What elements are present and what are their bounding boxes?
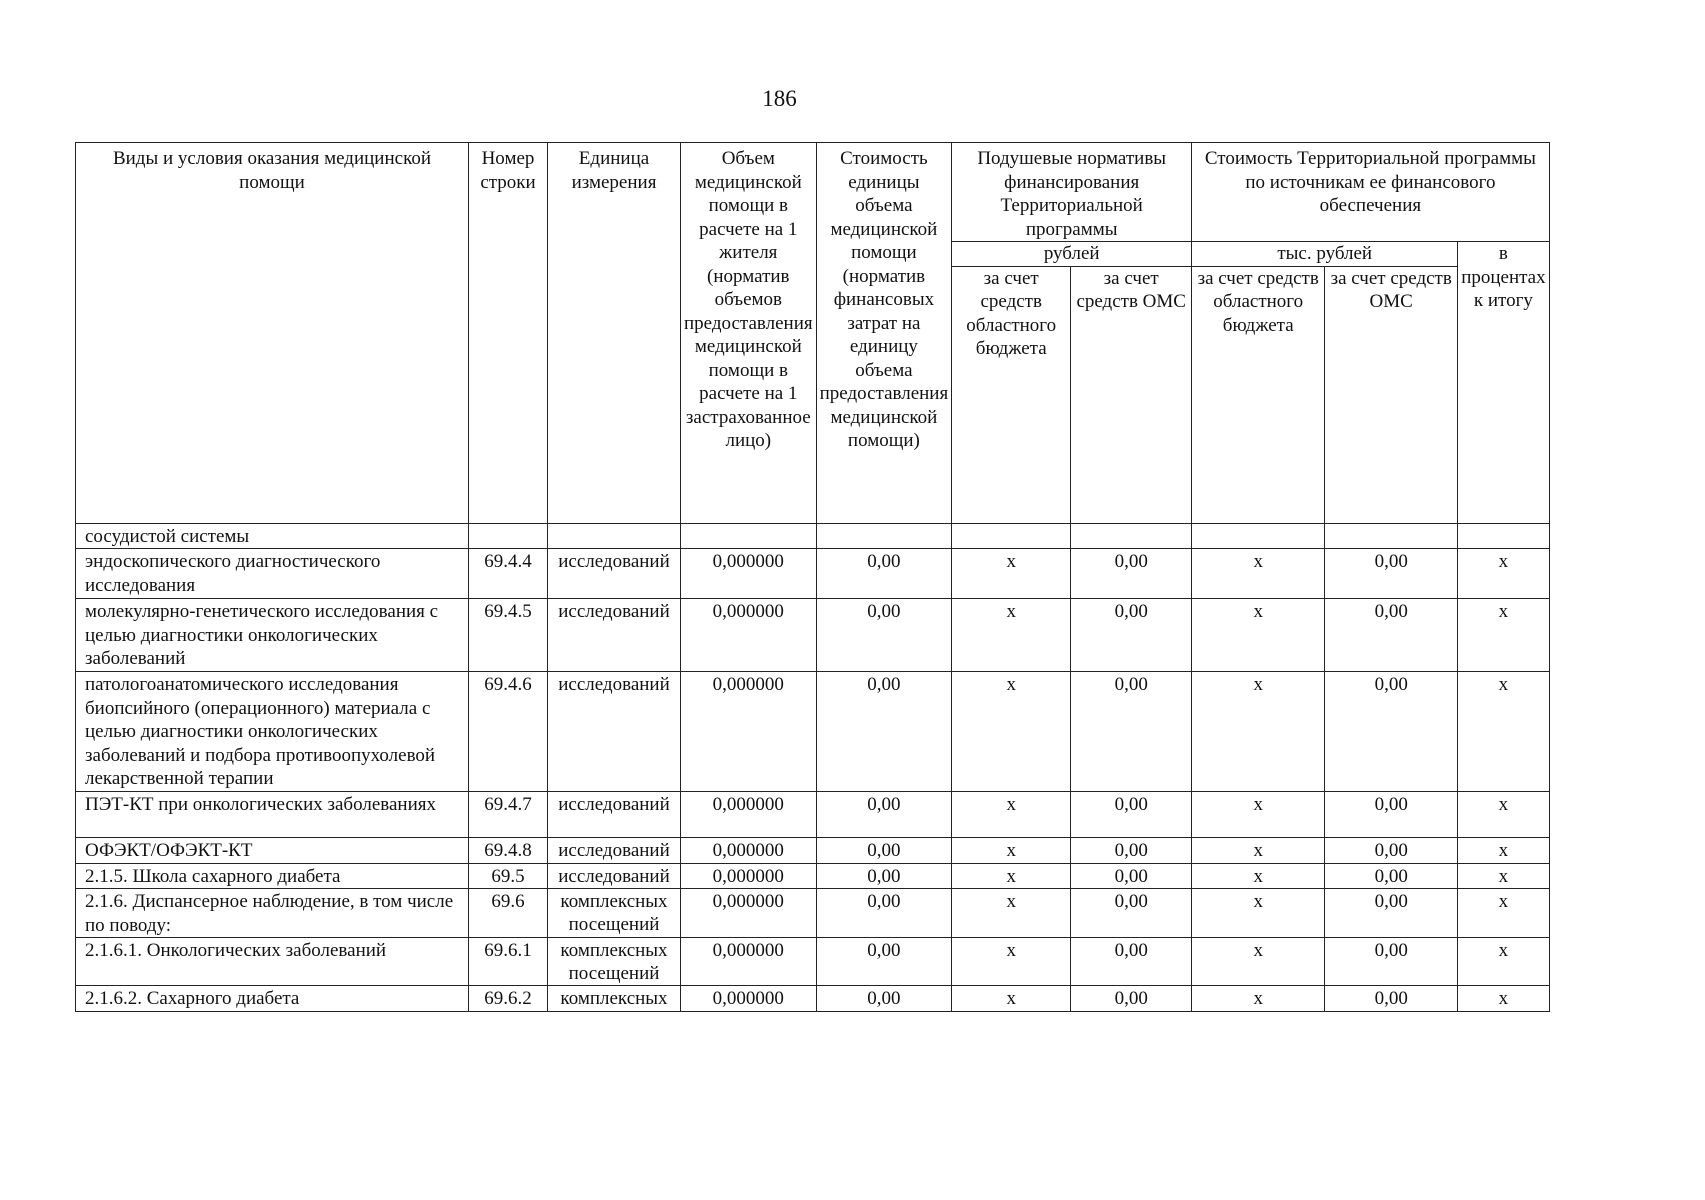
row-number xyxy=(469,523,548,549)
row-cost: 0,00 xyxy=(816,938,952,986)
header-volume: Объем медицинской помощи в расчете на 1 жителя (норматив объемов предоставления медицинской помощи в расчете на 1 застрахованное лицо) xyxy=(681,143,817,524)
table-row xyxy=(76,549,1550,599)
row-cost: 0,00 xyxy=(816,889,952,938)
row-percent: х xyxy=(1458,672,1549,792)
row-number: 69.4.6 xyxy=(469,672,548,792)
row-pc-oms: 0,00 xyxy=(1071,599,1192,672)
row-cost: 0,00 xyxy=(816,672,952,792)
row-unit: исследований xyxy=(548,838,681,864)
header-per-capita-group: Подушевые нормативы финансирования Территориальной программы xyxy=(952,143,1192,242)
financing-table xyxy=(75,142,1550,1012)
row-pc-budget: х xyxy=(952,599,1071,672)
row-volume: 0,000000 xyxy=(681,838,817,864)
row-unit: исследований xyxy=(548,672,681,792)
row-cost: 0,00 xyxy=(816,599,952,672)
row-name: молекулярно-генетического исследования с целью диагностики онкологических заболеваний xyxy=(76,599,469,672)
row-pc-budget: х xyxy=(952,838,1071,864)
row-volume: 0,000000 xyxy=(681,672,817,792)
row-tp-oms: 0,00 xyxy=(1325,986,1458,1012)
row-percent: х xyxy=(1458,599,1549,672)
row-volume: 0,000000 xyxy=(681,549,817,599)
row-unit: комплексных посещений xyxy=(548,938,681,986)
row-tp-budget: х xyxy=(1192,838,1325,864)
row-name: ПЭТ-КТ при онкологических заболеваниях xyxy=(76,792,469,838)
table-row xyxy=(76,792,1550,838)
row-percent xyxy=(1458,523,1549,549)
row-unit: комплексных посещений xyxy=(548,889,681,938)
row-pc-budget: х xyxy=(952,938,1071,986)
row-tp-oms: 0,00 xyxy=(1325,549,1458,599)
row-percent: х xyxy=(1458,863,1549,889)
row-name: патологоанатомического исследования биопсийного (операционного) материала с целью диагностики онкологических заболеваний и подбора противоопухолевой лекарственной терапии xyxy=(76,672,469,792)
table-row xyxy=(76,938,1550,986)
header-pc-regional-budget: за счет средств областного бюджета xyxy=(952,266,1071,523)
row-unit: исследований xyxy=(548,863,681,889)
page-number: 186 xyxy=(762,86,797,111)
row-number: 69.4.7 xyxy=(469,792,548,838)
row-name: 2.1.5. Школа сахарного диабета xyxy=(76,863,469,889)
row-volume: 0,000000 xyxy=(681,889,817,938)
row-tp-budget: х xyxy=(1192,986,1325,1012)
row-name: ОФЭКТ/ОФЭКТ-КТ xyxy=(76,838,469,864)
row-number: 69.4.5 xyxy=(469,599,548,672)
row-percent: х xyxy=(1458,838,1549,864)
row-tp-oms: 0,00 xyxy=(1325,889,1458,938)
row-percent: х xyxy=(1458,792,1549,838)
header-row-number: Номер строки xyxy=(469,143,548,524)
header-tp-regional-budget: за счет средств областного бюджета xyxy=(1192,266,1325,523)
row-pc-oms: 0,00 xyxy=(1071,549,1192,599)
header-tp-oms: за счет средств ОМС xyxy=(1325,266,1458,523)
table-row xyxy=(76,599,1550,672)
row-pc-oms: 0,00 xyxy=(1071,889,1192,938)
row-tp-budget: х xyxy=(1192,792,1325,838)
row-pc-budget: х xyxy=(952,863,1071,889)
row-number: 69.6 xyxy=(469,889,548,938)
row-cost: 0,00 xyxy=(816,838,952,864)
row-percent: х xyxy=(1458,889,1549,938)
row-tp-oms xyxy=(1325,523,1458,549)
row-unit: исследований xyxy=(548,792,681,838)
row-tp-budget: х xyxy=(1192,672,1325,792)
row-number: 69.6.1 xyxy=(469,938,548,986)
row-tp-budget: х xyxy=(1192,938,1325,986)
header-cost: Стоимость единицы объема медицинской помощи (норматив финансовых затрат на единицу объема предоставления медицинской помощи) xyxy=(816,143,952,524)
row-name: 2.1.6.2. Сахарного диабета xyxy=(76,986,469,1012)
row-pc-oms: 0,00 xyxy=(1071,986,1192,1012)
header-percent: в процентах к итогу xyxy=(1458,242,1549,524)
row-number: 69.4.4 xyxy=(469,549,548,599)
row-pc-budget: х xyxy=(952,792,1071,838)
row-name: 2.1.6.1. Онкологических заболеваний xyxy=(76,938,469,986)
header-unit: Единица измерения xyxy=(548,143,681,524)
table-row xyxy=(76,838,1550,864)
row-pc-oms xyxy=(1071,523,1192,549)
header-unit-rub: рублей xyxy=(952,242,1192,267)
row-unit: исследований xyxy=(548,599,681,672)
row-tp-oms: 0,00 xyxy=(1325,672,1458,792)
header-kind: Виды и условия оказания медицинской помощи xyxy=(76,143,469,524)
row-tp-oms: 0,00 xyxy=(1325,599,1458,672)
row-unit: исследований xyxy=(548,549,681,599)
table-row xyxy=(76,523,1550,549)
row-pc-oms: 0,00 xyxy=(1071,863,1192,889)
header-unit-thousand-rub: тыс. рублей xyxy=(1192,242,1458,267)
row-tp-oms: 0,00 xyxy=(1325,938,1458,986)
row-pc-oms: 0,00 xyxy=(1071,792,1192,838)
row-unit xyxy=(548,523,681,549)
row-pc-budget: х xyxy=(952,672,1071,792)
row-cost: 0,00 xyxy=(816,792,952,838)
table-row xyxy=(76,889,1550,938)
row-pc-budget: х xyxy=(952,549,1071,599)
row-volume: 0,000000 xyxy=(681,938,817,986)
row-tp-budget: х xyxy=(1192,863,1325,889)
row-name: сосудистой системы xyxy=(76,523,469,549)
row-percent: х xyxy=(1458,938,1549,986)
row-cost: 0,00 xyxy=(816,986,952,1012)
row-name: эндоскопического диагностического исследования xyxy=(76,549,469,599)
row-pc-oms: 0,00 xyxy=(1071,838,1192,864)
row-volume: 0,000000 xyxy=(681,792,817,838)
row-tp-oms: 0,00 xyxy=(1325,792,1458,838)
row-tp-oms: 0,00 xyxy=(1325,863,1458,889)
row-percent: х xyxy=(1458,986,1549,1012)
row-pc-budget: х xyxy=(952,889,1071,938)
table-row xyxy=(76,863,1550,889)
row-pc-oms: 0,00 xyxy=(1071,938,1192,986)
row-tp-budget: х xyxy=(1192,889,1325,938)
row-percent: х xyxy=(1458,549,1549,599)
header-pc-oms: за счет средств ОМС xyxy=(1071,266,1192,523)
row-volume: 0,000000 xyxy=(681,986,817,1012)
row-cost: 0,00 xyxy=(816,549,952,599)
row-pc-budget xyxy=(952,523,1071,549)
table-row xyxy=(76,986,1550,1012)
row-number: 69.5 xyxy=(469,863,548,889)
header-program-cost-group: Стоимость Территориальной программы по источникам ее финансового обеспечения xyxy=(1192,143,1549,242)
row-unit: комплексных xyxy=(548,986,681,1012)
table-body xyxy=(76,523,1550,1011)
row-name: 2.1.6. Диспансерное наблюдение, в том числе по поводу: xyxy=(76,889,469,938)
row-number: 69.6.2 xyxy=(469,986,548,1012)
row-volume xyxy=(681,523,817,549)
row-tp-oms: 0,00 xyxy=(1325,838,1458,864)
table-header xyxy=(76,143,1550,524)
row-cost: 0,00 xyxy=(816,863,952,889)
row-number: 69.4.8 xyxy=(469,838,548,864)
row-pc-budget: х xyxy=(952,986,1071,1012)
row-cost xyxy=(816,523,952,549)
row-tp-budget xyxy=(1192,523,1325,549)
row-pc-oms: 0,00 xyxy=(1071,672,1192,792)
row-tp-budget: х xyxy=(1192,549,1325,599)
table-row xyxy=(76,672,1550,792)
row-volume: 0,000000 xyxy=(681,863,817,889)
row-volume: 0,000000 xyxy=(681,599,817,672)
row-tp-budget: х xyxy=(1192,599,1325,672)
